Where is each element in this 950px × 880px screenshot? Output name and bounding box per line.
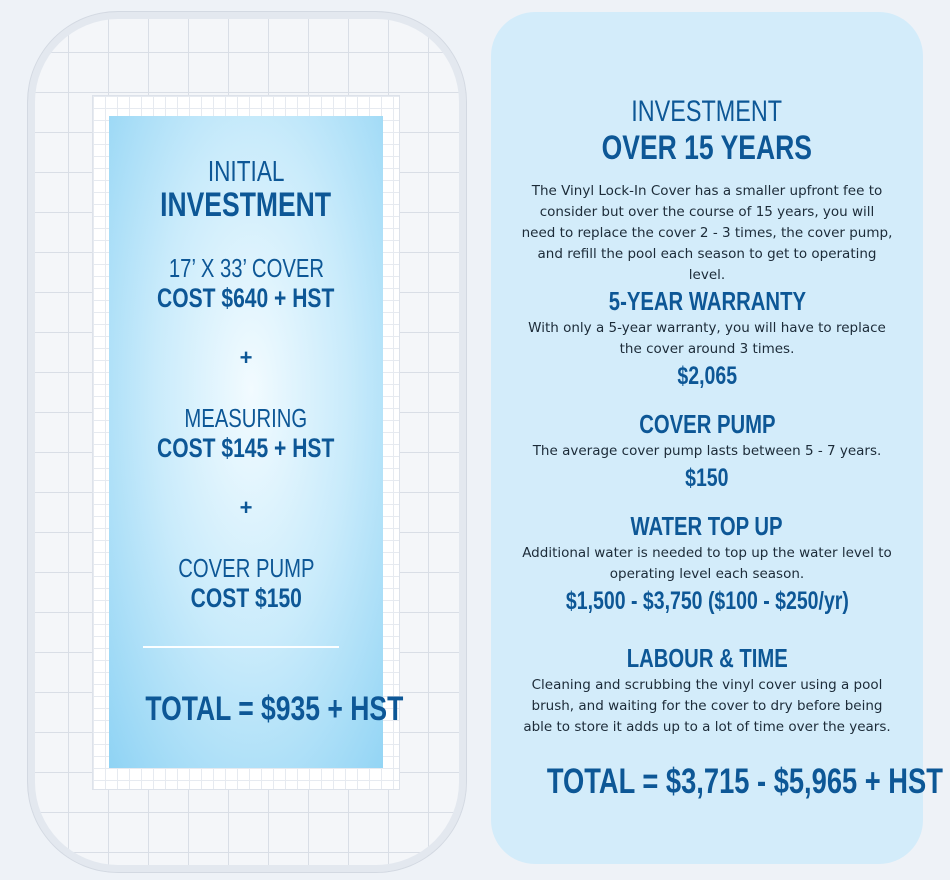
intro-text: The Vinyl Lock-In Cover has a smaller upfront fee to consider but over the course of 15 years, you will need to replace the cover 2 - 3 times, the cover pump, and refill the pool each season to get to operating level.: [521, 183, 893, 283]
labour-time-heading: LABOUR & TIME: [626, 643, 788, 673]
panel-title-line-1: INVESTMENT: [631, 95, 783, 128]
cover-item-label: 17’ X 33’ COVER: [168, 253, 324, 283]
fifteen-year-title: [491, 95, 923, 168]
warranty-section: [491, 288, 923, 389]
cover-cost-item: [109, 255, 383, 312]
cover-pump-item-label: COVER PUMP: [177, 553, 315, 583]
cover-pump-text: The average cover pump lasts between 5 - 7 years.: [532, 443, 882, 459]
water-top-up-heading: WATER TOP UP: [630, 511, 784, 541]
title-line-1: INITIAL: [207, 156, 285, 188]
warranty-price: $2,065: [677, 362, 737, 390]
fifteen-year-total: [491, 762, 943, 802]
total-divider: [143, 646, 339, 648]
intro-paragraph: [491, 181, 923, 286]
measuring-item-label: MEASURING: [184, 403, 308, 433]
initial-investment-title: [109, 158, 383, 222]
fifteen-year-total-value: TOTAL = $3,715 - $5,965 + HST: [546, 762, 943, 801]
cover-pump-heading: COVER PUMP: [638, 409, 776, 439]
warranty-heading: 5-YEAR WARRANTY: [608, 286, 806, 316]
initial-total-value: TOTAL = $935 + HST: [145, 690, 404, 728]
cover-pump-section: [491, 411, 923, 491]
plus-sign-1: +: [239, 345, 253, 370]
initial-total: [109, 690, 404, 728]
labour-time-text: Cleaning and scrubbing the vinyl cover using a pool brush, and waiting for the cover to dry before being able to store it adds up to a lot of time over the years.: [523, 677, 891, 735]
fifteen-year-investment-panel: [491, 12, 943, 864]
water-top-up-price: $1,500 - $3,750 ($100 - $250/yr): [565, 587, 849, 615]
plus-sign-2: +: [239, 495, 253, 520]
water-top-up-text: Additional water is needed to top up the water level to operating level each season.: [522, 545, 892, 582]
panel-title-line-2: OVER 15 YEARS: [601, 129, 813, 167]
labour-time-section: [491, 645, 923, 738]
initial-investment-pool: [109, 116, 404, 768]
cover-pump-price: $150: [685, 464, 729, 492]
cover-item-cost: COST $640 + HST: [157, 283, 335, 313]
water-top-up-section: [491, 513, 923, 614]
cover-pump-item-cost: COST $150: [190, 583, 302, 613]
measuring-item-cost: COST $145 + HST: [157, 433, 335, 463]
cover-pump-cost-item: [109, 555, 383, 612]
title-line-2: INVESTMENT: [160, 186, 332, 224]
measuring-cost-item: [109, 405, 383, 462]
warranty-text: With only a 5-year warranty, you will have to replace the cover around 3 times.: [528, 320, 886, 357]
